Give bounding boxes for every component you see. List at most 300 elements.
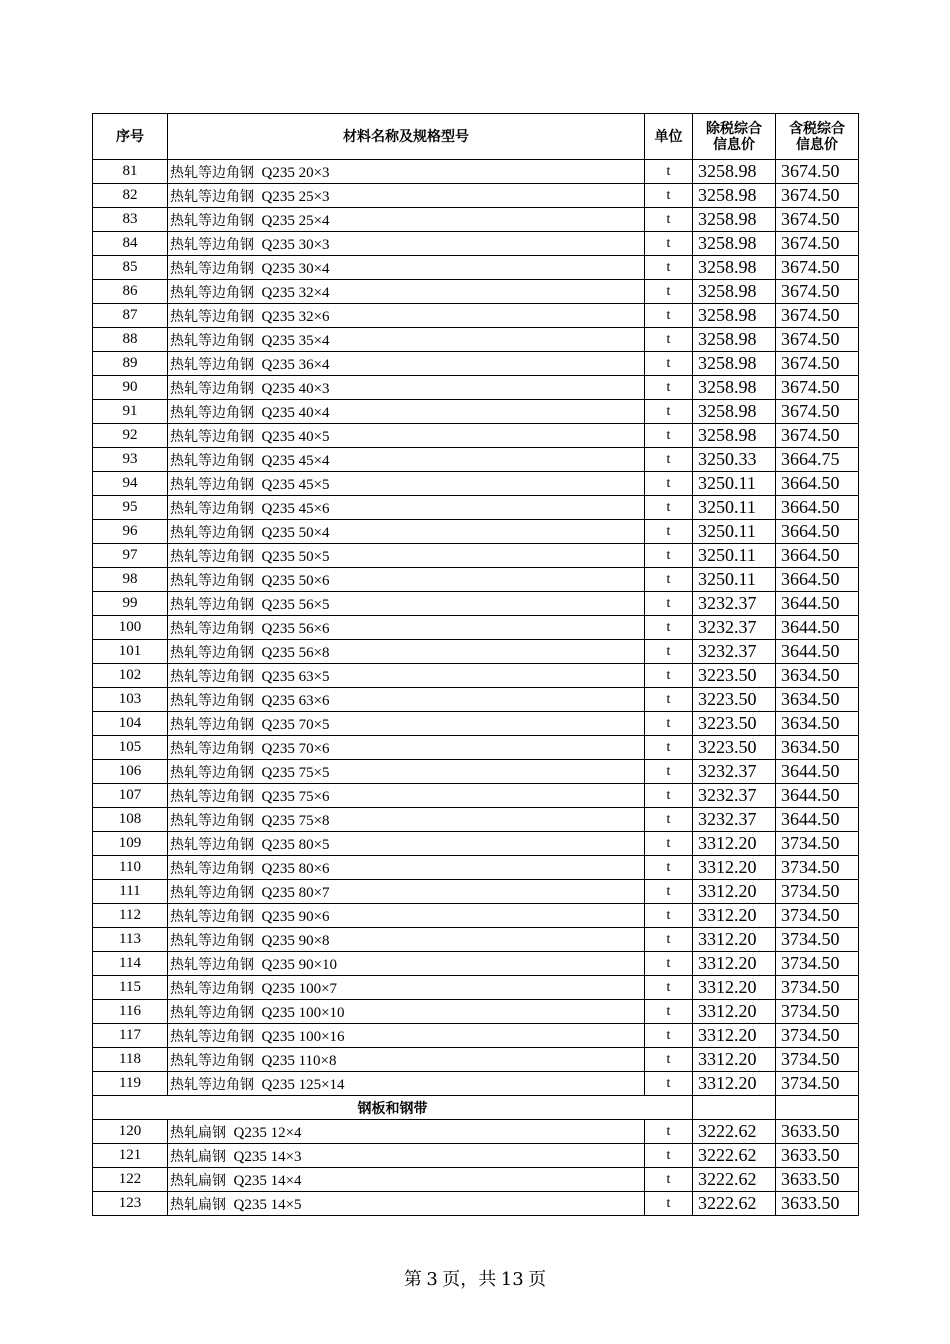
table-row	[93, 352, 859, 376]
row-number: 92	[93, 424, 168, 448]
material-type: 热轧等边角钢	[170, 644, 254, 661]
row-number: 105	[93, 736, 168, 760]
price-ex-tax: 3258.98	[693, 256, 776, 280]
material-spec: Q235 80×7	[261, 884, 330, 901]
header-price-ex-tax-line2: 信息价	[713, 136, 755, 153]
row-number: 123	[93, 1192, 168, 1216]
row-number: 97	[93, 544, 168, 568]
material-spec: Q235 20×3	[261, 164, 330, 181]
flat-steel-group	[93, 1120, 859, 1216]
price-ex-tax: 3312.20	[693, 880, 776, 904]
table-row	[93, 1192, 859, 1216]
table-row	[93, 904, 859, 928]
table-row	[93, 1048, 859, 1072]
price-ex-tax: 3222.62	[693, 1168, 776, 1192]
price-inc-tax: 3644.50	[776, 760, 859, 784]
row-number: 81	[93, 160, 168, 184]
material-spec: Q235 56×5	[261, 596, 330, 613]
material-type: 热轧等边角钢	[170, 524, 254, 541]
price-inc-tax: 3674.50	[776, 304, 859, 328]
price-inc-tax: 3674.50	[776, 280, 859, 304]
material-spacer	[254, 285, 262, 301]
material-name	[168, 304, 645, 328]
unit: t	[645, 304, 693, 328]
material-name	[168, 1072, 645, 1096]
price-ex-tax: 3258.98	[693, 352, 776, 376]
material-spacer	[254, 933, 262, 949]
row-number: 86	[93, 280, 168, 304]
material-spacer	[254, 645, 262, 661]
material-type: 热轧扁钢	[170, 1172, 226, 1189]
price-inc-tax: 3644.50	[776, 640, 859, 664]
price-ex-tax: 3312.20	[693, 928, 776, 952]
material-name	[168, 808, 645, 832]
material-type: 热轧扁钢	[170, 1124, 226, 1141]
table-row	[93, 520, 859, 544]
row-number: 116	[93, 1000, 168, 1024]
row-number: 117	[93, 1024, 168, 1048]
section-title: 钢板和钢带	[93, 1096, 693, 1120]
material-type: 热轧扁钢	[170, 1148, 226, 1165]
material-spec: Q235 32×6	[261, 308, 330, 325]
material-spacer	[254, 1005, 262, 1021]
row-number: 111	[93, 880, 168, 904]
price-inc-tax: 3633.50	[776, 1168, 859, 1192]
material-spacer	[254, 669, 262, 685]
row-number: 102	[93, 664, 168, 688]
price-ex-tax: 3312.20	[693, 952, 776, 976]
price-ex-tax: 3223.50	[693, 736, 776, 760]
material-spec: Q235 75×8	[261, 812, 330, 829]
material-type: 热轧等边角钢	[170, 284, 254, 301]
price-inc-tax: 3644.50	[776, 808, 859, 832]
material-name	[168, 1048, 645, 1072]
price-inc-tax: 3664.50	[776, 496, 859, 520]
unit: t	[645, 592, 693, 616]
price-inc-tax: 3734.50	[776, 928, 859, 952]
material-spec: Q235 90×6	[261, 908, 330, 925]
material-type: 热轧等边角钢	[170, 620, 254, 637]
material-spacer	[254, 837, 262, 853]
material-spacer	[254, 693, 262, 709]
price-ex-tax: 3232.37	[693, 808, 776, 832]
material-type: 热轧等边角钢	[170, 164, 254, 181]
table-row	[93, 280, 859, 304]
material-spacer	[254, 741, 262, 757]
price-ex-tax: 3222.62	[693, 1192, 776, 1216]
material-spacer	[254, 165, 262, 181]
material-spec: Q235 100×10	[261, 1004, 345, 1021]
material-spec: Q235 63×6	[261, 692, 330, 709]
material-name	[168, 280, 645, 304]
price-ex-tax: 3258.98	[693, 304, 776, 328]
row-number: 101	[93, 640, 168, 664]
table-row	[93, 400, 859, 424]
material-spec: Q235 90×8	[261, 932, 330, 949]
unit: t	[645, 376, 693, 400]
table-row	[93, 880, 859, 904]
material-name	[168, 904, 645, 928]
material-name	[168, 952, 645, 976]
material-spacer	[254, 981, 262, 997]
material-type: 热轧等边角钢	[170, 356, 254, 373]
price-ex-tax: 3258.98	[693, 232, 776, 256]
material-spec: Q235 100×7	[261, 980, 338, 997]
material-spec: Q235 75×5	[261, 764, 330, 781]
material-spec: Q235 50×4	[261, 524, 330, 541]
row-number: 113	[93, 928, 168, 952]
material-name	[168, 1000, 645, 1024]
material-type: 热轧等边角钢	[170, 428, 254, 445]
material-type: 热轧等边角钢	[170, 956, 254, 973]
material-type: 热轧等边角钢	[170, 980, 254, 997]
material-name	[168, 448, 645, 472]
material-type: 热轧等边角钢	[170, 764, 254, 781]
material-spacer	[254, 405, 262, 421]
material-name	[168, 424, 645, 448]
row-number: 87	[93, 304, 168, 328]
material-spec: Q235 45×4	[261, 452, 330, 469]
material-type: 热轧等边角钢	[170, 572, 254, 589]
material-name	[168, 472, 645, 496]
material-spacer	[254, 1053, 262, 1069]
material-spacer	[254, 429, 262, 445]
material-type: 热轧等边角钢	[170, 884, 254, 901]
material-type: 热轧等边角钢	[170, 1076, 254, 1093]
material-name	[168, 688, 645, 712]
material-type: 热轧等边角钢	[170, 860, 254, 877]
material-type: 热轧等边角钢	[170, 380, 254, 397]
table-row	[93, 496, 859, 520]
row-number: 114	[93, 952, 168, 976]
material-spacer	[254, 309, 262, 325]
table-row	[93, 328, 859, 352]
header-price-ex-tax-line1: 除税综合	[706, 120, 762, 137]
price-ex-tax: 3312.20	[693, 1024, 776, 1048]
material-spacer	[254, 357, 262, 373]
price-ex-tax: 3250.11	[693, 496, 776, 520]
price-ex-tax: 3312.20	[693, 904, 776, 928]
material-spacer	[254, 957, 262, 973]
material-spacer	[254, 549, 262, 565]
material-name	[168, 208, 645, 232]
material-name	[168, 160, 645, 184]
price-ex-tax: 3250.33	[693, 448, 776, 472]
material-type: 热轧等边角钢	[170, 260, 254, 277]
table-row	[93, 1024, 859, 1048]
material-spacer	[254, 381, 262, 397]
price-inc-tax: 3734.50	[776, 832, 859, 856]
price-ex-tax: 3222.62	[693, 1144, 776, 1168]
material-type: 热轧扁钢	[170, 1196, 226, 1213]
unit: t	[645, 1072, 693, 1096]
material-spec: Q235 30×3	[261, 236, 330, 253]
material-spec: Q235 45×5	[261, 476, 330, 493]
unit: t	[645, 1144, 693, 1168]
material-type: 热轧等边角钢	[170, 908, 254, 925]
material-spec: Q235 56×6	[261, 620, 330, 637]
table-row	[93, 760, 859, 784]
material-name	[168, 664, 645, 688]
price-ex-tax: 3250.11	[693, 568, 776, 592]
row-number: 112	[93, 904, 168, 928]
price-table	[92, 113, 859, 1216]
material-spacer	[254, 621, 262, 637]
table-row	[93, 472, 859, 496]
table-row	[93, 832, 859, 856]
unit: t	[645, 976, 693, 1000]
material-spec: Q235 70×6	[261, 740, 330, 757]
material-type: 热轧等边角钢	[170, 476, 254, 493]
material-spec: Q235 25×4	[261, 212, 330, 229]
material-spacer	[254, 501, 262, 517]
material-name	[168, 1192, 645, 1216]
material-spacer	[254, 525, 262, 541]
material-name	[168, 184, 645, 208]
row-number: 100	[93, 616, 168, 640]
price-inc-tax: 3734.50	[776, 1048, 859, 1072]
price-ex-tax: 3258.98	[693, 328, 776, 352]
price-inc-tax: 3734.50	[776, 976, 859, 1000]
footer-total-pages: 13	[500, 1269, 524, 1290]
material-spec: Q235 32×4	[261, 284, 330, 301]
price-ex-tax: 3258.98	[693, 376, 776, 400]
material-spec: Q235 25×3	[261, 188, 330, 205]
row-number: 108	[93, 808, 168, 832]
material-spacer	[254, 453, 262, 469]
unit: t	[645, 616, 693, 640]
price-inc-tax: 3734.50	[776, 904, 859, 928]
material-name	[168, 832, 645, 856]
row-number: 109	[93, 832, 168, 856]
material-spec: Q235 80×5	[261, 836, 330, 853]
material-name	[168, 976, 645, 1000]
material-type: 热轧等边角钢	[170, 596, 254, 613]
price-inc-tax: 3634.50	[776, 664, 859, 688]
material-type: 热轧等边角钢	[170, 788, 254, 805]
material-type: 热轧等边角钢	[170, 500, 254, 517]
material-spec: Q235 14×4	[233, 1172, 302, 1189]
row-number: 122	[93, 1168, 168, 1192]
material-spacer	[254, 885, 262, 901]
material-spec: Q235 14×5	[233, 1196, 302, 1213]
unit: t	[645, 1120, 693, 1144]
row-number: 103	[93, 688, 168, 712]
price-ex-tax: 3250.11	[693, 472, 776, 496]
table-row	[93, 712, 859, 736]
material-spacer	[254, 597, 262, 613]
material-type: 热轧等边角钢	[170, 932, 254, 949]
table-row	[93, 1168, 859, 1192]
price-ex-tax: 3258.98	[693, 184, 776, 208]
section-empty-cell	[693, 1096, 776, 1120]
header-row	[93, 114, 859, 160]
price-inc-tax: 3734.50	[776, 856, 859, 880]
unit: t	[645, 352, 693, 376]
unit: t	[645, 808, 693, 832]
table-row	[93, 256, 859, 280]
header-price-ex-tax	[693, 114, 776, 160]
table-row	[93, 952, 859, 976]
price-inc-tax: 3734.50	[776, 1072, 859, 1096]
price-ex-tax: 3222.62	[693, 1120, 776, 1144]
material-type: 热轧等边角钢	[170, 812, 254, 829]
unit: t	[645, 448, 693, 472]
row-number: 84	[93, 232, 168, 256]
unit: t	[645, 640, 693, 664]
price-ex-tax: 3258.98	[693, 280, 776, 304]
table-row	[93, 304, 859, 328]
material-name	[168, 712, 645, 736]
material-spacer	[254, 1029, 262, 1045]
price-ex-tax: 3258.98	[693, 400, 776, 424]
price-inc-tax: 3633.50	[776, 1144, 859, 1168]
section-row-group	[93, 1096, 859, 1120]
material-spacer	[226, 1149, 234, 1165]
price-inc-tax: 3664.75	[776, 448, 859, 472]
price-inc-tax: 3674.50	[776, 256, 859, 280]
unit: t	[645, 880, 693, 904]
material-name	[168, 880, 645, 904]
material-type: 热轧等边角钢	[170, 548, 254, 565]
unit: t	[645, 256, 693, 280]
unit: t	[645, 856, 693, 880]
price-inc-tax: 3674.50	[776, 400, 859, 424]
material-spec: Q235 70×5	[261, 716, 330, 733]
unit: t	[645, 328, 693, 352]
material-name	[168, 376, 645, 400]
material-spacer	[226, 1173, 234, 1189]
material-spec: Q235 50×5	[261, 548, 330, 565]
row-number: 107	[93, 784, 168, 808]
table-row	[93, 664, 859, 688]
price-ex-tax: 3232.37	[693, 616, 776, 640]
material-name	[168, 1144, 645, 1168]
material-spacer	[254, 213, 262, 229]
material-type: 热轧等边角钢	[170, 236, 254, 253]
section-row	[93, 1096, 859, 1120]
unit: t	[645, 208, 693, 232]
price-inc-tax: 3674.50	[776, 328, 859, 352]
row-number: 99	[93, 592, 168, 616]
material-name	[168, 784, 645, 808]
table-row	[93, 1072, 859, 1096]
material-type: 热轧等边角钢	[170, 668, 254, 685]
table-row	[93, 232, 859, 256]
unit: t	[645, 280, 693, 304]
table-row	[93, 976, 859, 1000]
price-inc-tax: 3644.50	[776, 784, 859, 808]
price-inc-tax: 3734.50	[776, 952, 859, 976]
table-row	[93, 184, 859, 208]
price-ex-tax: 3258.98	[693, 208, 776, 232]
price-inc-tax: 3664.50	[776, 472, 859, 496]
material-spec: Q235 36×4	[261, 356, 330, 373]
material-type: 热轧等边角钢	[170, 1052, 254, 1069]
unit: t	[645, 472, 693, 496]
row-number: 89	[93, 352, 168, 376]
table-row	[93, 160, 859, 184]
page-footer	[0, 1265, 950, 1291]
material-spacer	[254, 261, 262, 277]
unit: t	[645, 664, 693, 688]
price-ex-tax: 3232.37	[693, 640, 776, 664]
material-spec: Q235 110×8	[261, 1052, 337, 1069]
material-spec: Q235 12×4	[233, 1124, 302, 1141]
material-spacer	[254, 789, 262, 805]
unit: t	[645, 1168, 693, 1192]
row-number: 98	[93, 568, 168, 592]
price-inc-tax: 3644.50	[776, 592, 859, 616]
unit: t	[645, 424, 693, 448]
table-row	[93, 616, 859, 640]
table-row	[93, 376, 859, 400]
material-spacer	[254, 909, 262, 925]
material-name	[168, 496, 645, 520]
header-unit: 单位	[645, 114, 693, 160]
price-inc-tax: 3644.50	[776, 616, 859, 640]
material-spacer	[254, 237, 262, 253]
table-row	[93, 736, 859, 760]
price-inc-tax: 3664.50	[776, 568, 859, 592]
unit: t	[645, 1024, 693, 1048]
price-ex-tax: 3223.50	[693, 712, 776, 736]
price-inc-tax: 3674.50	[776, 232, 859, 256]
material-spacer	[254, 573, 262, 589]
price-ex-tax: 3312.20	[693, 1072, 776, 1096]
price-inc-tax: 3674.50	[776, 184, 859, 208]
unit: t	[645, 160, 693, 184]
price-ex-tax: 3250.11	[693, 520, 776, 544]
material-name	[168, 1168, 645, 1192]
unit: t	[645, 232, 693, 256]
table-row	[93, 808, 859, 832]
material-spec: Q235 40×5	[261, 428, 330, 445]
row-number: 93	[93, 448, 168, 472]
material-spec: Q235 40×3	[261, 380, 330, 397]
material-type: 热轧等边角钢	[170, 212, 254, 229]
table-row	[93, 568, 859, 592]
material-spacer	[254, 717, 262, 733]
price-inc-tax: 3674.50	[776, 376, 859, 400]
price-inc-tax: 3674.50	[776, 208, 859, 232]
row-number: 118	[93, 1048, 168, 1072]
material-spec: Q235 100×16	[261, 1028, 345, 1045]
price-inc-tax: 3734.50	[776, 1000, 859, 1024]
material-name	[168, 328, 645, 352]
material-type: 热轧等边角钢	[170, 740, 254, 757]
material-name	[168, 520, 645, 544]
row-number: 82	[93, 184, 168, 208]
price-inc-tax: 3674.50	[776, 160, 859, 184]
material-name	[168, 232, 645, 256]
row-number: 85	[93, 256, 168, 280]
table-row	[93, 688, 859, 712]
unit: t	[645, 1000, 693, 1024]
unit: t	[645, 184, 693, 208]
material-spacer	[254, 813, 262, 829]
material-spacer	[226, 1197, 234, 1213]
material-spec: Q235 90×10	[261, 956, 338, 973]
material-name	[168, 1120, 645, 1144]
row-number: 88	[93, 328, 168, 352]
material-type: 热轧等边角钢	[170, 836, 254, 853]
material-name	[168, 856, 645, 880]
price-inc-tax: 3634.50	[776, 712, 859, 736]
table-row	[93, 1000, 859, 1024]
material-spec: Q235 75×6	[261, 788, 330, 805]
footer-middle: 页，共	[442, 1269, 497, 1290]
